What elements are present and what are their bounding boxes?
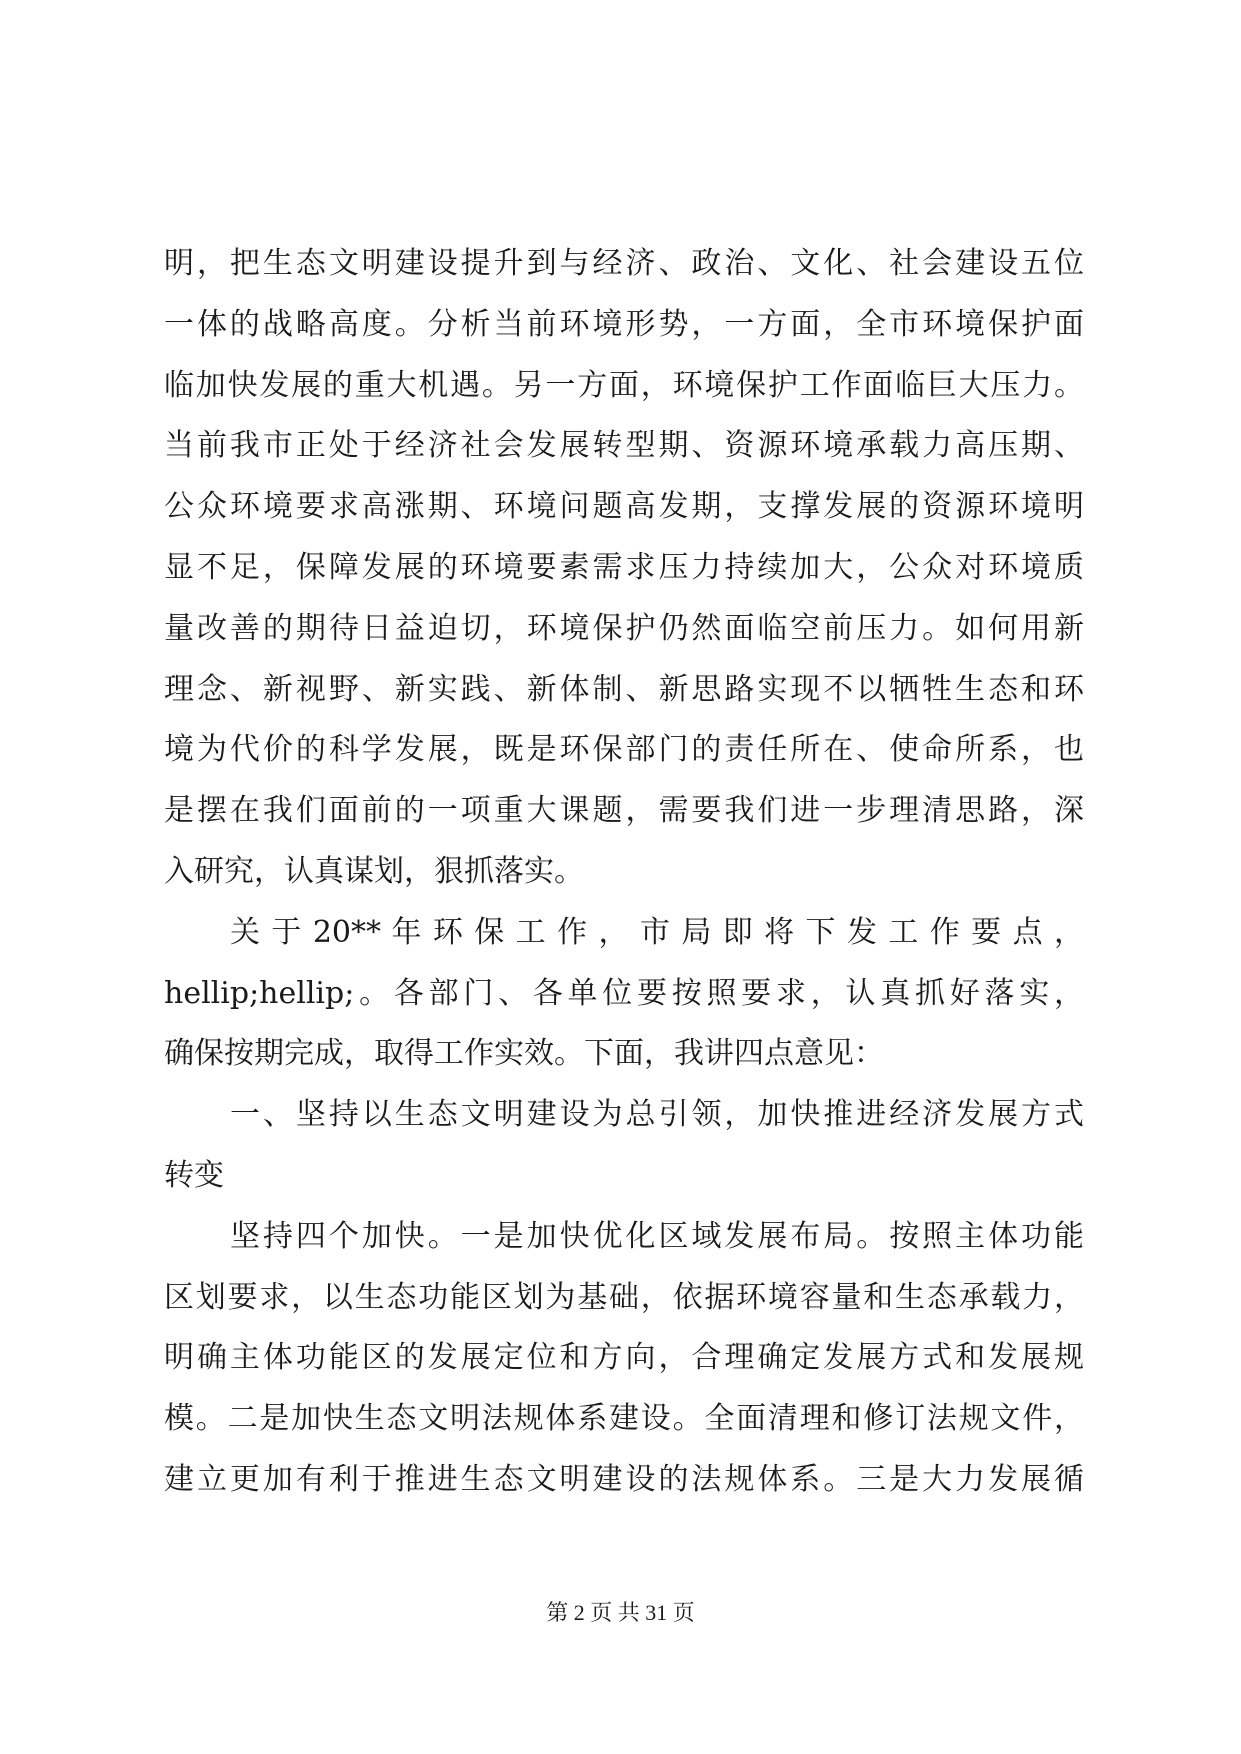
text-line: 坚持四个加快。一是加快优化区域发展布局。按照主体功能 (230, 1218, 1084, 1254)
text-line: 一体的战略高度。分析当前环境形势，一方面，全市环境保护面 (164, 306, 1084, 342)
page-number-footer: 第 2 页 共 31 页 (546, 1600, 695, 1625)
text-line: 量改善的期待日益迫切，环境保护仍然面临空前压力。如何用新 (164, 610, 1084, 646)
text-line: 确保按期完成，取得工作实效。下面，我讲四点意见： (164, 1036, 884, 1072)
text-line: 建立更加有利于推进生态文明建设的法规体系。三是大力发展循 (164, 1461, 1084, 1497)
text-line: 公众环境要求高涨期、环境问题高发期，支撑发展的资源环境明 (164, 489, 1084, 525)
text-line: 显不足，保障发展的环境要素需求压力持续加大，公众对环境质 (164, 549, 1084, 585)
text-line: 入研究，认真谋划，狠抓落实。 (164, 853, 584, 889)
document-body (164, 234, 1084, 1511)
text-line: 关 于 20** 年 环 保 工 作 ， 市 局 即 将 下 发 工 作 要 点 ， (230, 914, 1084, 950)
section-heading: 转变 (164, 1157, 224, 1193)
text-line: 临加快发展的重大机遇。另一方面，环境保护工作面临巨大压力。 (164, 367, 1084, 403)
text-line: 当前我市正处于经济社会发展转型期、资源环境承载力高压期、 (164, 428, 1084, 464)
text-line: 境为代价的科学发展，既是环保部门的责任所在、使命所系，也 (164, 732, 1084, 768)
text-line: 明确主体功能区的发展定位和方向，合理确定发展方式和发展规 (164, 1340, 1084, 1376)
section-heading: 一、坚持以生态文明建设为总引领，加快推进经济发展方式 (230, 1097, 1084, 1133)
text-line: 理念、新视野、新实践、新体制、新思路实现不以牺牲生态和环 (164, 671, 1084, 707)
text-line: 明，把生态文明建设提升到与经济、政治、文化、社会建设五位 (164, 246, 1084, 281)
text-line: 是摆在我们面前的一项重大课题，需要我们进一步理清思路，深 (164, 793, 1084, 829)
text-line: 区划要求，以生态功能区划为基础，依据环境容量和生态承载力， (164, 1279, 1084, 1315)
text-line: 模。二是加快生态文明法规体系建设。全面清理和修订法规文件， (164, 1401, 1084, 1437)
text-line: hellip;hellip;。各部门、各单位要按照要求，认真抓好落实， (164, 975, 1084, 1011)
